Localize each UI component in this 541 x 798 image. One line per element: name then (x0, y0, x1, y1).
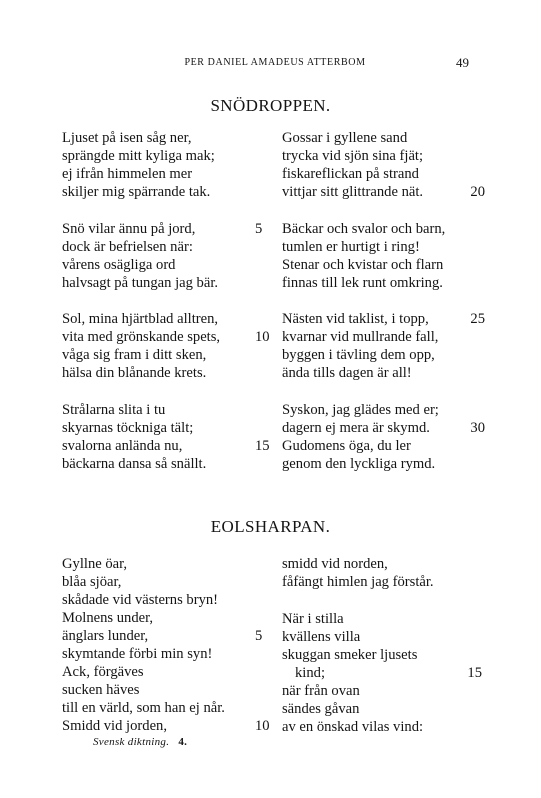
verse-line (282, 664, 482, 682)
verse-line (62, 627, 270, 645)
stanza (62, 220, 270, 292)
verse-text: Strålarna slita i tu (62, 402, 166, 419)
verse-line (282, 238, 485, 256)
poem-title-eolsharpan: EOLSHARPAN. (210, 517, 331, 536)
verse-text: halvsagt på tungan jag bär. (62, 274, 219, 291)
verse-text: Nästen vid taklist, i topp, (282, 311, 429, 328)
verse-line (62, 645, 270, 663)
stanza (62, 555, 270, 735)
verse-text: skyarnas töckniga tält; (62, 420, 194, 437)
verse-text: bäckarna dansa så snällt. (62, 456, 207, 473)
verse-line (282, 364, 485, 382)
verse-line (282, 310, 485, 328)
page-footer (93, 736, 187, 748)
line-number: 5 (255, 628, 263, 644)
stanza (282, 129, 485, 201)
verse-text: blåa sjöar, (62, 574, 122, 590)
stanza (282, 555, 482, 591)
verse-text: Stenar och kvistar och flarn (282, 256, 444, 273)
verse-line (282, 274, 485, 292)
verse-text: vita med grönskande spets, (62, 329, 221, 346)
verse-text: skiljer mig spärrande tak. (62, 184, 211, 200)
verse-line (282, 183, 485, 201)
verse-line (62, 256, 270, 274)
verse-line (62, 183, 270, 201)
verse-line (62, 129, 270, 147)
verse-text: smidd vid norden, (282, 556, 388, 572)
verse-text: sucken häves (62, 682, 140, 698)
poem1-left-column (62, 129, 270, 492)
verse-line (62, 238, 270, 256)
stanza (62, 310, 270, 382)
verse-line (282, 455, 485, 473)
verse-text: Syskon, jag glädes med er; (282, 402, 439, 419)
verse-line (62, 699, 270, 717)
verse-line (282, 129, 485, 147)
verse-text: byggen i tävling dem opp, (282, 347, 435, 364)
verse-text: Molnens under, (62, 610, 154, 626)
verse-text: ej ifrån himmelen mer (62, 166, 193, 182)
footer-signature: 4. (178, 736, 188, 748)
verse-text: kvarnar vid mullrande fall, (282, 329, 439, 346)
verse-text: finnas till lek runt omkring. (282, 274, 443, 291)
verse-line (282, 401, 485, 419)
verse-line (282, 555, 482, 573)
verse-text: när från ovan (282, 682, 360, 699)
verse-text: Gudomens öga, du ler (282, 438, 411, 455)
verse-text: till en värld, som han ej når. (62, 700, 225, 716)
verse-text: Sol, mina hjärtblad alltren, (62, 311, 219, 328)
verse-text: sprängde mitt kyliga mak; (62, 148, 215, 164)
line-number: 20 (470, 184, 485, 200)
verse-line (62, 419, 270, 437)
line-number: 10 (255, 329, 270, 346)
poem-title-snodroppen: SNÖDROPPEN. (210, 96, 331, 115)
verse-line (282, 147, 485, 165)
line-number: 10 (255, 718, 270, 734)
stanza (282, 401, 485, 473)
stanza (282, 610, 482, 736)
verse-line (282, 165, 485, 183)
verse-line (62, 220, 270, 238)
verse-text: änglars lunder, (62, 628, 149, 644)
poem2-left-column (62, 555, 270, 754)
verse-text: hälsa din blånande krets. (62, 365, 207, 382)
verse-line (282, 419, 485, 437)
stanza (62, 129, 270, 201)
verse-line (282, 346, 485, 364)
verse-line (62, 681, 270, 699)
verse-line (62, 591, 270, 609)
verse-text: dock är befrielsen när: (62, 238, 193, 255)
verse-line (62, 555, 270, 573)
verse-text: kvällens villa (282, 628, 361, 645)
line-number: 30 (470, 420, 485, 437)
verse-text: fiskareflickan på strand (282, 166, 419, 182)
verse-line (62, 663, 270, 681)
verse-text: svalorna anlända nu, (62, 438, 183, 455)
verse-text: dagern ej mera är skymd. (282, 420, 430, 437)
verse-text: Snö vilar ännu på jord, (62, 220, 196, 237)
page-number: 49 (456, 55, 469, 70)
verse-line (282, 573, 482, 591)
verse-line (62, 346, 270, 364)
verse-line (282, 700, 482, 718)
verse-text: Smidd vid jorden, (62, 718, 167, 734)
verse-text: trycka vid sjön sina fjät; (282, 148, 424, 164)
line-number: 15 (467, 664, 482, 681)
line-number: 5 (255, 220, 263, 237)
verse-text: När i stilla (282, 610, 344, 627)
verse-text: tumlen er hurtigt i ring! (282, 238, 420, 255)
verse-text: vårens osägliga ord (62, 256, 176, 273)
verse-text: kind; (295, 664, 325, 681)
verse-line (62, 328, 270, 346)
verse-line (62, 364, 270, 382)
verse-line (282, 256, 485, 274)
verse-line (282, 437, 485, 455)
verse-line (282, 682, 482, 700)
verse-text: Ljuset på isen såg ner, (62, 130, 192, 146)
verse-line (62, 310, 270, 328)
verse-text: Gossar i gyllene sand (282, 130, 408, 146)
footer-source: Svensk diktning. (93, 736, 170, 748)
verse-line (62, 717, 270, 735)
verse-text: genom den lyckliga rymd. (282, 456, 436, 473)
verse-line (282, 646, 482, 664)
verse-text: skymtande förbi min syn! (62, 646, 213, 662)
verse-line (62, 147, 270, 165)
verse-text: Bäckar och svalor och barn, (282, 220, 446, 237)
verse-text: fåfängt himlen jag förstår. (282, 574, 434, 590)
running-head: PER DANIEL AMADEUS ATTERBOM (184, 57, 366, 68)
verse-line (62, 274, 270, 292)
verse-line (282, 220, 485, 238)
verse-text: Ack, förgäves (62, 664, 144, 680)
verse-text: skuggan smeker ljusets (282, 646, 418, 663)
verse-text: Gyllne öar, (62, 556, 128, 572)
verse-text: sändes gåvan (282, 700, 360, 717)
verse-line (62, 609, 270, 627)
verse-line (282, 328, 485, 346)
verse-text: vittjar sitt glittrande nät. (282, 184, 424, 200)
verse-text: av en önskad vilas vind: (282, 718, 424, 735)
verse-line (62, 455, 270, 473)
verse-line (62, 401, 270, 419)
poem1-right-column (282, 129, 485, 492)
verse-text: ända tills dagen är all! (282, 365, 412, 382)
verse-line (62, 165, 270, 183)
poem2-right-column (282, 555, 482, 754)
verse-line (282, 718, 482, 736)
verse-line (282, 628, 482, 646)
verse-line (62, 437, 270, 455)
verse-text: skådade vid västerns bryn! (62, 592, 219, 608)
stanza (282, 220, 485, 292)
line-number: 25 (470, 311, 485, 328)
stanza (62, 401, 270, 473)
verse-line (282, 610, 482, 628)
page-header (0, 57, 541, 73)
verse-text: våga sig fram i ditt sken, (62, 347, 207, 364)
line-number: 15 (255, 438, 270, 455)
stanza (282, 310, 485, 382)
verse-line (62, 573, 270, 591)
